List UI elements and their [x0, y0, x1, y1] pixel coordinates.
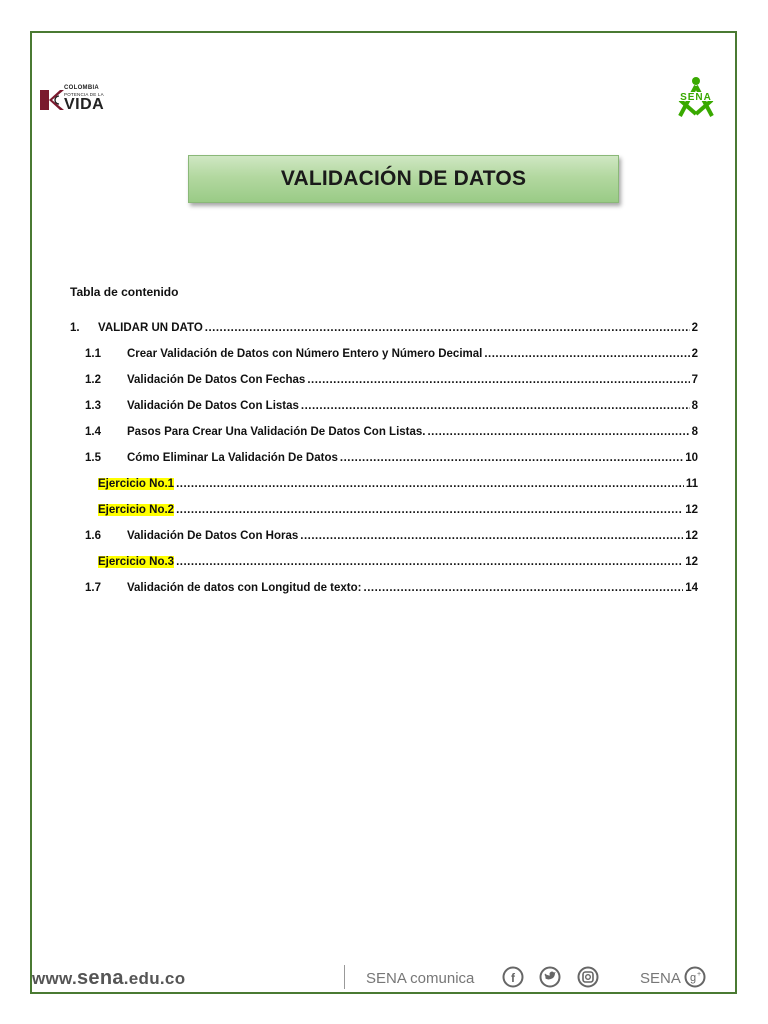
- toc-entry[interactable]: [70, 400, 698, 426]
- toc-entry-page: 11: [685, 478, 698, 490]
- toc-entry-number: 1.7: [85, 582, 101, 594]
- toc-entry-page: 12: [685, 504, 698, 516]
- toc-entry-page: 2: [691, 322, 698, 334]
- svg-text:g: g: [689, 972, 697, 984]
- toc-entry[interactable]: [70, 504, 698, 530]
- toc-entry[interactable]: [70, 582, 698, 608]
- colombia-logo-line2: POTENCIA DE LA: [64, 92, 104, 97]
- toc-entry-page: 7: [691, 374, 698, 386]
- toc-entry-page: 2: [691, 348, 698, 360]
- toc-dot-leader: [301, 400, 690, 412]
- footer: [30, 963, 737, 994]
- google-plus-icon[interactable]: [684, 966, 706, 988]
- toc-entry-number: 1.2: [85, 374, 101, 386]
- toc-entry[interactable]: [70, 556, 698, 582]
- toc-dot-leader: [307, 374, 689, 386]
- toc-entry-label[interactable]: Validación De Datos Con Listas: [127, 400, 299, 412]
- toc-entry[interactable]: [70, 348, 698, 374]
- toc-entry-label[interactable]: Cómo Eliminar La Validación De Datos: [127, 452, 338, 464]
- toc-entry-number: 1.3: [85, 400, 101, 412]
- toc-entry[interactable]: [70, 374, 698, 400]
- toc-dot-leader: [176, 556, 683, 568]
- toc-entry-label[interactable]: Ejercicio No.1: [98, 478, 175, 490]
- toc-entry[interactable]: [70, 322, 698, 348]
- footer-url-brand: sena: [76, 967, 124, 989]
- toc-heading: Tabla de contenido: [70, 285, 179, 299]
- toc-entry-number: 1.4: [85, 426, 101, 438]
- twitter-icon[interactable]: [539, 966, 561, 988]
- toc-entry-label[interactable]: Validación De Datos Con Horas: [127, 530, 299, 542]
- toc-entry-label[interactable]: Validación De Datos Con Fechas: [127, 374, 306, 386]
- footer-divider: [344, 965, 345, 989]
- svg-text:f: f: [511, 971, 515, 985]
- toc-entry-label[interactable]: Crear Validación de Datos con Número Entero y Número Decimal: [127, 348, 483, 360]
- toc-entry-page: 8: [691, 426, 698, 438]
- document-title-box: [188, 155, 619, 203]
- toc-entry-number: 1.: [70, 322, 80, 334]
- footer-sena-label: SENA: [640, 970, 681, 987]
- colombia-logo-mark-icon: [40, 86, 66, 112]
- toc-entry-number: 1.1: [85, 348, 101, 360]
- colombia-logo-line3: VIDA: [64, 96, 105, 113]
- toc-dot-leader: [205, 322, 690, 334]
- instagram-icon[interactable]: [577, 966, 599, 988]
- toc-entry[interactable]: [70, 426, 698, 452]
- toc-entry-page: 8: [691, 400, 698, 412]
- toc-dot-leader: [176, 504, 683, 516]
- sena-logo-text: SENA: [680, 92, 712, 103]
- toc-dot-leader: [484, 348, 689, 360]
- footer-url-prefix: www.: [32, 969, 77, 988]
- toc-entry-label[interactable]: Validación de datos con Longitud de texto:: [127, 582, 362, 594]
- colombia-logo-line1: COLOMBIA: [64, 85, 100, 91]
- toc-dot-leader: [300, 530, 683, 542]
- toc-entry-number: 1.5: [85, 452, 101, 464]
- toc-entry[interactable]: [70, 452, 698, 478]
- footer-url[interactable]: [32, 967, 185, 990]
- toc-entry[interactable]: [70, 478, 698, 504]
- facebook-icon[interactable]: [502, 966, 524, 988]
- document-title: VALIDACIÓN DE DATOS: [280, 167, 527, 190]
- colombia-potencia-de-la-vida-logo: [40, 84, 140, 118]
- toc-entry-page: 12: [685, 556, 698, 568]
- toc-entry-page: 12: [685, 530, 698, 542]
- toc-entry[interactable]: [70, 530, 698, 556]
- footer-url-suffix: .edu.co: [123, 969, 186, 988]
- toc-entry-label[interactable]: VALIDAR UN DATO: [98, 322, 203, 334]
- toc-dot-leader: [364, 582, 684, 594]
- toc-entry-page: 10: [685, 452, 698, 464]
- toc-entry-label[interactable]: Ejercicio No.2: [98, 504, 175, 516]
- table-of-contents: [70, 322, 698, 608]
- toc-dot-leader: [427, 426, 689, 438]
- toc-entry-number: 1.6: [85, 530, 101, 542]
- toc-entry-label[interactable]: Ejercicio No.3: [98, 556, 175, 568]
- toc-entry-page: 14: [685, 582, 698, 594]
- toc-dot-leader: [340, 452, 683, 464]
- svg-text:+: +: [696, 971, 702, 978]
- sena-logo: [670, 76, 722, 120]
- toc-dot-leader: [176, 478, 684, 490]
- toc-entry-label[interactable]: Pasos Para Crear Una Validación De Datos Con Listas.: [127, 426, 426, 438]
- footer-comunica-label: SENA comunica: [366, 970, 475, 987]
